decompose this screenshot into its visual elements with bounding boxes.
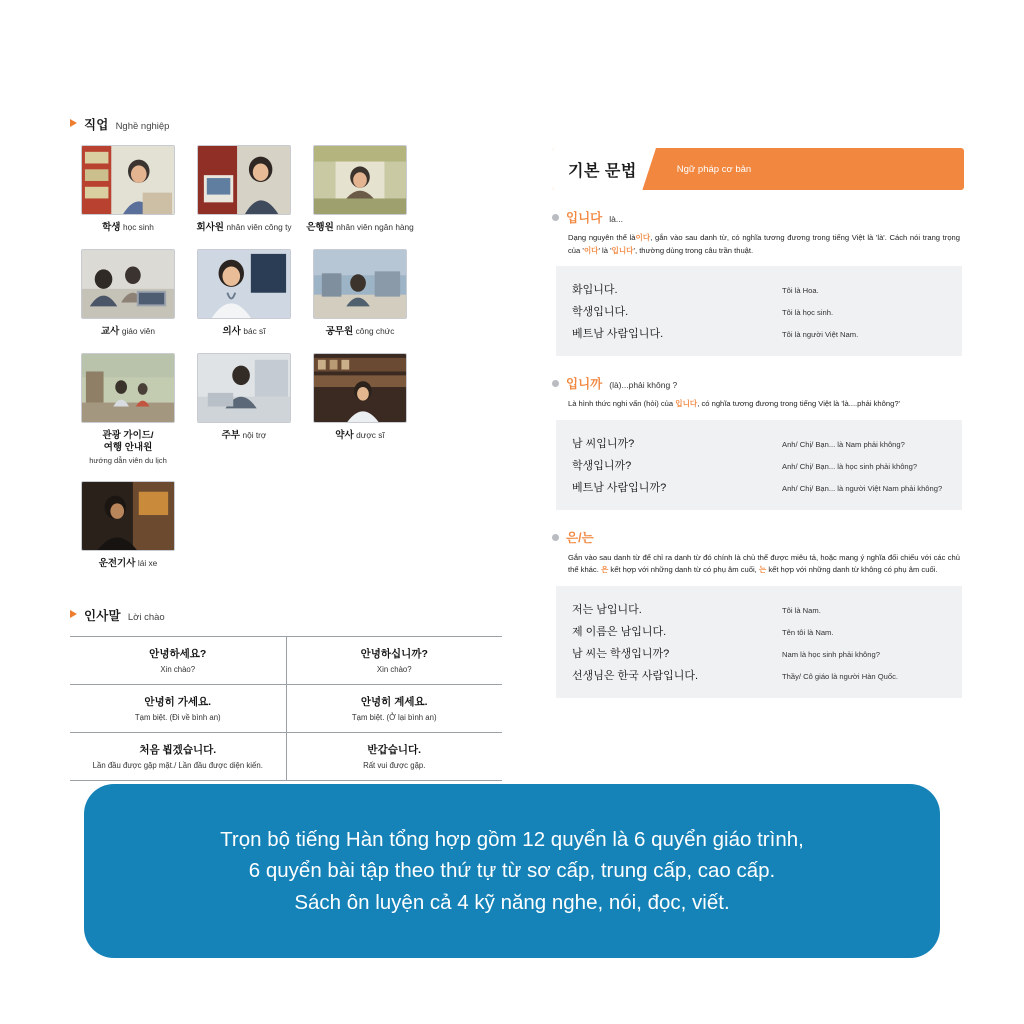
desc-part: kết hợp với những danh từ có phụ âm cuối,	[608, 565, 759, 575]
example-vi: Tôi là Hoa.	[782, 286, 819, 296]
job-label-vi: hướng dẫn viên du lịch	[89, 456, 167, 466]
job-caption	[70, 221, 186, 235]
student-photo	[81, 145, 175, 215]
grammar-banner-title: 기본 문법	[568, 162, 637, 180]
grammar-item-vi: là...	[609, 214, 623, 224]
greeting-heading-vi: Lời chào	[127, 612, 165, 624]
promo-line-2: 6 quyển bài tập theo thứ tự từ sơ cấp, trung cấp, cao cấp.	[248, 859, 776, 883]
greeting-heading-ko: 인사말	[84, 609, 121, 624]
desc-highlight: 은	[600, 565, 609, 575]
table-cell	[70, 685, 286, 733]
job-label-vi: giáo viên	[121, 325, 156, 336]
job-caption	[302, 325, 418, 339]
grammar-item	[552, 374, 964, 510]
teacher-photo	[81, 249, 175, 319]
job-caption	[186, 325, 302, 339]
greeting-vi: Xin chào?	[376, 665, 412, 675]
example-ko: 남 씨입니까?	[572, 437, 635, 450]
job-cell	[302, 353, 418, 467]
grammar-item-heading	[552, 528, 964, 546]
example-ko: 제 이름은 남입니다.	[572, 625, 667, 638]
promo-banner	[84, 784, 940, 958]
table-row	[70, 685, 502, 733]
desc-part: Gắn vào sau danh từ để chỉ ra danh từ đó chính là chủ thể được miêu tả, hoặc mang ý nghĩa đối chiếu với các chủ thể khác.	[568, 552, 960, 575]
example-row	[572, 476, 946, 498]
grammar-item-vi: (là)...phải không ?	[609, 380, 678, 391]
greeting-ko: 안녕하세요?	[149, 648, 207, 661]
job-label-vi: bác sĩ	[243, 325, 266, 336]
civil-servant-photo	[313, 249, 407, 319]
desc-part: , gắn vào sau danh từ, có nghĩa tương đương trong tiếng Việt là 'là'. Cách nói trang trọng của '	[568, 233, 960, 255]
example-ko: 저는 남입니다.	[572, 603, 642, 616]
desc-highlight: 이다	[635, 233, 651, 242]
triangle-bullet-icon	[70, 610, 77, 618]
table-cell	[70, 733, 286, 781]
job-cell	[186, 145, 302, 235]
table-row	[70, 637, 502, 685]
example-ko: 베트남 사람입니까?	[572, 481, 667, 494]
table-cell	[70, 637, 286, 685]
example-vi: Anh/ Chị/ Bạn... là học sinh phải không?	[782, 461, 918, 471]
grammar-banner-subtitle: Ngữ pháp cơ bản	[676, 163, 752, 175]
job-cell	[186, 353, 302, 467]
example-row	[572, 322, 946, 344]
example-row	[572, 300, 946, 322]
job-caption	[70, 429, 186, 467]
example-ko: 학생입니까?	[572, 459, 632, 472]
desc-part: Dạng nguyên thể là	[568, 233, 636, 242]
desc-part: , có nghĩa tương đương trong tiếng Việt là 'là....phải không?'	[697, 399, 901, 409]
jobs-heading-ko: 직업	[84, 118, 109, 132]
example-vi: Tôi là Nam.	[782, 605, 821, 615]
desc-part: ' là '	[598, 245, 612, 255]
promo-line-1: Trọn bộ tiếng Hàn tổng hợp gồm 12 quyển là 6 quyển giáo trình,	[220, 828, 804, 852]
grammar-item	[552, 208, 964, 356]
jobs-section-heading	[70, 115, 520, 133]
example-row	[572, 664, 946, 686]
grammar-item	[552, 528, 964, 698]
bank-clerk-photo	[313, 145, 407, 215]
example-vi: Thầy/ Cô giáo là người Hàn Quốc.	[782, 671, 899, 681]
job-cell	[302, 249, 418, 339]
desc-highlight: 입니다	[675, 399, 698, 409]
job-label-ko-2: 여행 안내원	[103, 442, 153, 454]
office-worker-photo	[197, 145, 291, 215]
desc-highlight: 이다	[583, 245, 599, 255]
example-row	[572, 642, 946, 664]
example-row	[572, 598, 946, 620]
tour-guide-photo	[81, 353, 175, 423]
desc-part: kết hợp với những danh từ không có phụ âm cuối.	[766, 565, 938, 575]
grammar-item-heading	[552, 374, 964, 392]
doctor-photo	[197, 249, 291, 319]
greeting-section-heading	[70, 606, 520, 624]
job-label-vi: học sinh	[122, 222, 154, 232]
desc-part: Là hình thức nghi vấn (hỏi) của	[568, 399, 676, 409]
bullet-dot-icon	[552, 534, 559, 541]
greeting-ko: 안녕히 가세요.	[144, 696, 212, 709]
pharmacist-photo	[313, 353, 407, 423]
job-cell	[70, 145, 186, 235]
job-cell	[302, 145, 418, 235]
job-label-ko: 공무원	[325, 325, 354, 337]
right-column	[552, 148, 964, 698]
table-row	[70, 733, 502, 781]
job-caption	[302, 429, 418, 443]
desc-highlight: 입니다	[611, 245, 634, 255]
greeting-section	[70, 606, 520, 781]
grammar-banner	[552, 148, 964, 190]
job-label-ko: 약사	[335, 429, 354, 441]
left-column	[70, 115, 520, 781]
promo-line-3: Sách ôn luyện cả 4 kỹ năng nghe, nói, đọc, viết.	[294, 890, 730, 914]
table-cell	[286, 733, 502, 781]
example-ko: 선생님은 한국 사람입니다.	[572, 669, 699, 682]
job-label-ko: 관광 가이드/	[102, 429, 154, 441]
example-row	[572, 432, 946, 454]
driver-photo	[81, 481, 175, 551]
greeting-vi: Xin chào?	[160, 665, 196, 675]
example-ko: 베트남 사람입니다.	[572, 328, 664, 341]
grammar-example-box	[556, 586, 962, 698]
job-label-ko: 은행원	[306, 222, 334, 233]
job-label-vi: công chức	[355, 325, 395, 336]
job-label-vi: nội trợ	[242, 429, 267, 440]
table-cell	[286, 685, 502, 733]
greeting-vi: Tạm biệt. (Đi về bình an)	[134, 713, 221, 723]
triangle-bullet-icon	[70, 119, 77, 127]
grammar-example-box	[556, 266, 962, 356]
greeting-ko: 안녕하십니까?	[360, 648, 428, 661]
greeting-table	[70, 636, 502, 781]
jobs-heading-vi: Nghề nghiệp	[115, 121, 170, 132]
job-label-ko: 교사	[100, 325, 120, 337]
job-caption	[302, 221, 418, 235]
table-cell	[286, 637, 502, 685]
housewife-photo	[197, 353, 291, 423]
example-ko: 화입니다.	[572, 284, 618, 297]
job-label-ko: 주부	[221, 429, 240, 441]
job-caption	[70, 325, 186, 339]
greeting-ko: 처음 뵙겠습니다.	[139, 744, 217, 757]
example-row	[572, 620, 946, 642]
greeting-vi: Lần đầu được gặp mặt./ Lần đầu được diện kiến.	[92, 761, 263, 771]
job-caption	[70, 557, 186, 571]
bullet-dot-icon	[552, 380, 559, 387]
grammar-item-heading	[552, 208, 964, 226]
job-cell	[186, 249, 302, 339]
job-label-ko: 운전기사	[98, 557, 136, 569]
example-ko: 학생입니다.	[572, 306, 629, 319]
greeting-ko: 안녕히 계세요.	[360, 696, 428, 709]
greeting-vi: Rất vui được gặp.	[363, 761, 426, 771]
grammar-item-description	[568, 552, 960, 577]
grammar-item-ko: 입니다	[566, 211, 603, 225]
job-label-ko: 의사	[222, 325, 241, 337]
example-vi: Anh/ Chị/ Bạn... là người Việt Nam phải không?	[782, 483, 943, 493]
example-vi: Nam là học sinh phải không?	[782, 649, 880, 659]
job-label-ko: 회사원	[196, 222, 224, 233]
grammar-item-ko: 은/는	[566, 530, 594, 545]
example-vi: Tôi là học sinh.	[782, 308, 834, 318]
job-caption	[186, 221, 302, 235]
example-ko: 남 씨는 학생입니까?	[572, 647, 670, 660]
job-label-vi: lái xe	[137, 557, 158, 568]
grammar-example-box	[556, 420, 962, 510]
example-vi: Anh/ Chị/ Bạn... là Nam phải không?	[782, 439, 905, 449]
job-label-vi: nhân viên công ty	[226, 222, 292, 232]
job-cell	[70, 249, 186, 339]
example-row	[572, 454, 946, 476]
grammar-item-description	[568, 232, 960, 257]
greeting-vi: Tạm biệt. (Ở lại bình an)	[351, 713, 437, 723]
greeting-ko: 반갑습니다.	[367, 744, 422, 757]
job-cell	[70, 353, 186, 467]
example-row	[572, 278, 946, 300]
job-cell	[70, 481, 186, 571]
bullet-dot-icon	[552, 214, 559, 221]
job-label-vi: nhân viên ngân hàng	[336, 222, 414, 232]
grammar-item-ko: 입니까	[566, 377, 603, 392]
job-label-vi: dược sĩ	[356, 429, 385, 440]
desc-part: ', thường dùng trong câu trần thuật.	[633, 245, 754, 255]
job-caption	[186, 429, 302, 443]
grammar-item-description	[568, 398, 960, 411]
example-vi: Tên tôi là Nam.	[782, 627, 834, 637]
desc-highlight: 는	[758, 565, 767, 575]
jobs-photo-grid	[70, 145, 520, 584]
example-vi: Tôi là người Việt Nam.	[782, 330, 859, 340]
job-label-ko: 학생	[102, 222, 121, 233]
